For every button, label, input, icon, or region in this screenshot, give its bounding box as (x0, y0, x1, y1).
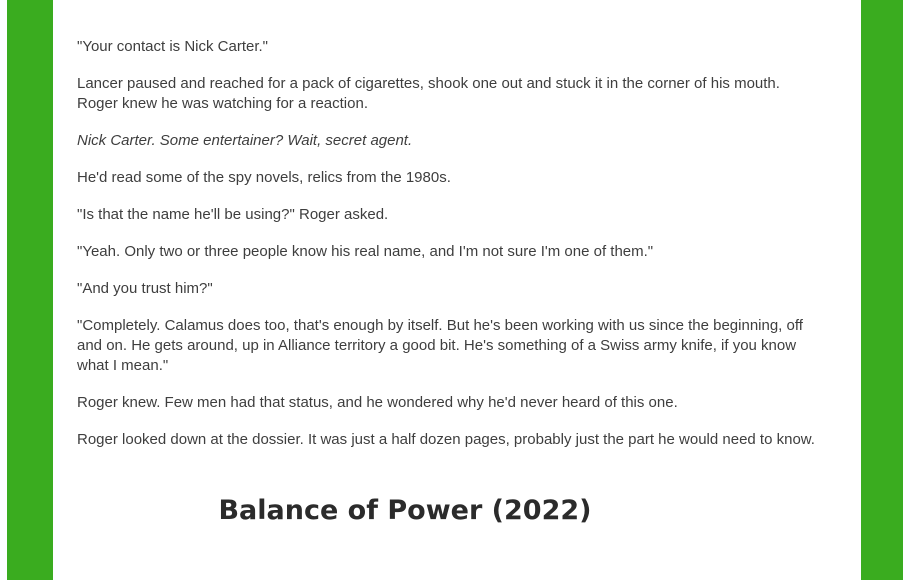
story-content (77, 0, 822, 530)
story-paragraph: "Your contact is Nick Carter." (77, 38, 269, 55)
left-green-bar (7, 0, 53, 580)
book-title-row (77, 492, 733, 530)
story-paragraph: "And you trust him?" (77, 280, 213, 297)
story-paragraphs (77, 37, 822, 450)
story-paragraph: Roger knew. Few men had that status, and he wondered why he'd never heard of this one. (77, 394, 678, 411)
story-paragraph: "Is that the name he'll be using?" Roger asked. (77, 206, 389, 223)
book-title-heading: Balance of Power (2022) (218, 495, 592, 526)
story-paragraph: Nick Carter. Some entertainer? Wait, secret agent. (77, 132, 413, 149)
story-paragraph: He'd read some of the spy novels, relics from the 1980s. (77, 169, 451, 186)
story-paragraph: Lancer paused and reached for a pack of cigarettes, shook one out and stuck it in the corner of his mouth. Roger knew he was watching for a reaction. (77, 75, 780, 112)
story-paragraph: "Yeah. Only two or three people know his real name, and I'm not sure I'm one of them." (77, 243, 654, 260)
story-paragraph: "Completely. Calamus does too, that's enough by itself. But he's been working with us since the beginning, off and on. He gets around, up in Alliance territory a good bit. He's something of a Swiss army knife, if you know what I mean." (77, 317, 803, 374)
story-paragraph: Roger looked down at the dossier. It was just a half dozen pages, probably just the part he would need to know. (77, 431, 815, 448)
right-green-bar (861, 0, 903, 580)
